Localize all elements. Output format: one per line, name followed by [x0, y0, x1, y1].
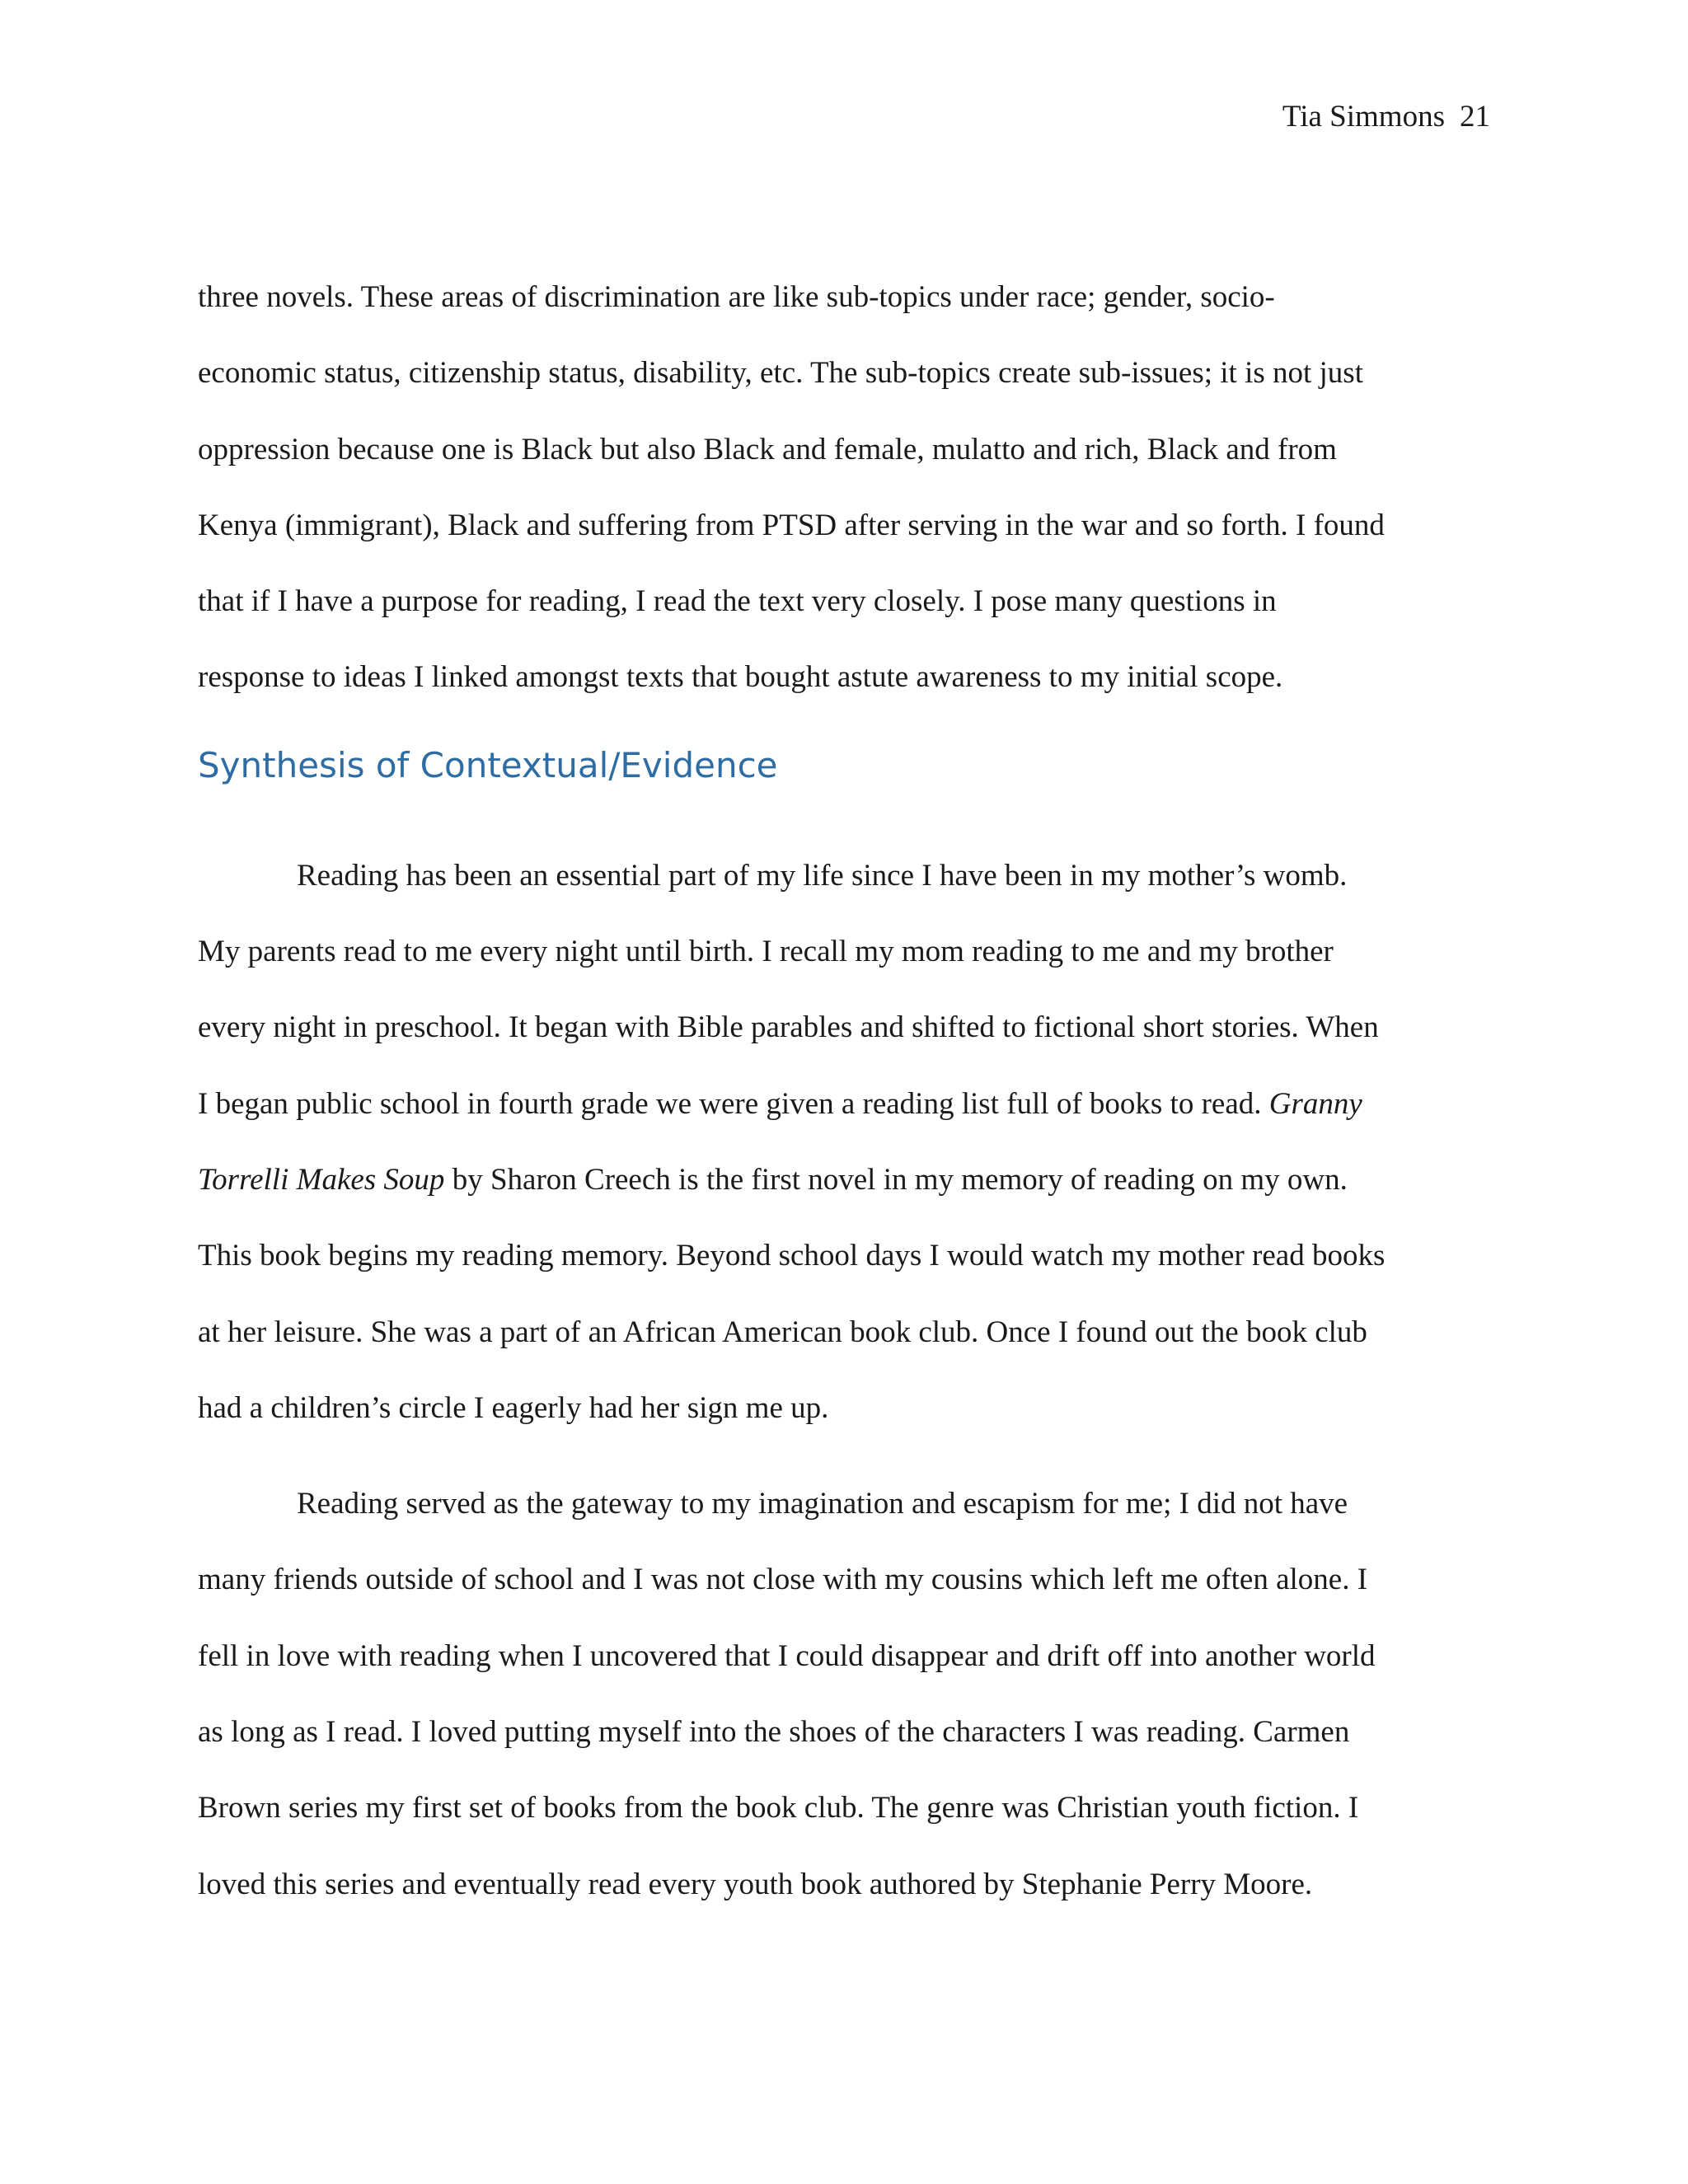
running-header — [1282, 99, 1490, 135]
text-line — [198, 1142, 1496, 1218]
text-line: Kenya (immigrant), Black and suffering from PTSD after serving in the war and so forth. I found — [198, 508, 1385, 542]
text-line: response to ideas I linked amongst texts that bought astute awareness to my initial scope. — [198, 660, 1283, 695]
header-author: Tia Simmons — [1282, 100, 1445, 134]
text-line — [198, 1066, 1496, 1142]
book-title-italic: Granny — [1268, 1086, 1362, 1121]
text-line: Reading served as the gateway to my imagination and escapism for me; I did not have — [297, 1487, 1348, 1521]
paragraph-imagination — [198, 1466, 1496, 1923]
text-line: Brown series my first set of books from the book club. The genre was Christian youth fiction. I — [198, 1791, 1359, 1825]
text-segment: by Sharon Creech is the first novel in my memory of reading on my own. — [444, 1162, 1348, 1197]
text-segment: I began public school in fourth grade we were given a reading list full of books to read. — [198, 1086, 1269, 1121]
text-line: fell in love with reading when I uncovered that I could disappear and drift off into another world — [198, 1638, 1376, 1673]
text-line: This book begins my reading memory. Beyond school days I would watch my mother read books — [198, 1239, 1386, 1273]
page-number: 21 — [1460, 100, 1490, 134]
text-line: as long as I read. I loved putting myself into the shoes of the characters I was reading. Carmen — [198, 1715, 1350, 1750]
text-line: Reading has been an essential part of my life since I have been in my mother’s womb. — [297, 858, 1348, 893]
text-line: at her leisure. She was a part of an African American book club. Once I found out the book club — [198, 1315, 1367, 1349]
text-line: had a children’s circle I eagerly had her sign me up. — [198, 1390, 829, 1425]
text-line: oppression because one is Black but also Black and female, mulatto and rich, Black and from — [198, 432, 1337, 466]
book-title-italic: Torrelli Makes Soup — [198, 1162, 445, 1197]
text-line: many friends outside of school and I was not close with my cousins which left me often alone. I — [198, 1563, 1368, 1597]
text-line: every night in preschool. It began with Bible parables and shifted to fictional short stories. When — [198, 1010, 1379, 1045]
paragraph-continuation — [198, 260, 1496, 716]
text-line: My parents read to me every night until birth. I recall my mom reading to me and my brother — [198, 935, 1334, 969]
paragraph-reading-history — [198, 838, 1496, 1446]
text-line: that if I have a purpose for reading, I read the text very closely. I pose many questions in — [198, 584, 1277, 619]
text-line: economic status, citizenship status, disability, etc. The sub-topics create sub-issues; it is not just — [198, 356, 1363, 391]
section-heading: Synthesis of Contextual/Evidence — [198, 744, 778, 785]
text-line: loved this series and eventually read every youth book authored by Stephanie Perry Moore. — [198, 1867, 1313, 1901]
text-line: three novels. These areas of discrimination are like sub-topics under race; gender, socio- — [198, 280, 1275, 314]
document-body — [198, 260, 1496, 1923]
